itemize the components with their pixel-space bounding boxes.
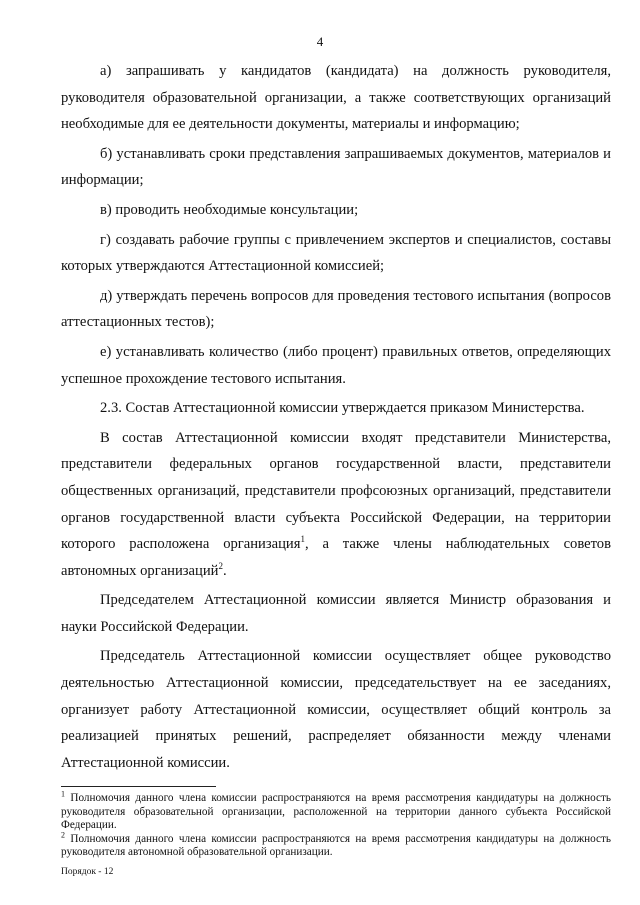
footnote-2-text: Полномочия данного члена комиссии распространяются на время рассмотрения кандидатуры на должность руководителя автономной образовательной организации. [61, 832, 612, 859]
paragraph-composition [61, 425, 611, 585]
footnote-2 [61, 830, 612, 860]
page-number: 4 [316, 34, 324, 49]
paragraph-item-f: е) устанавливать количество (либо процент) правильных ответов, определяющих успешное прохождение тестового испытания. [61, 343, 611, 387]
footnote-1 [61, 789, 612, 833]
composition-text-part2: , а также члены наблюдательных советов автономных организаций [61, 536, 611, 579]
paragraph-item-d: г) создавать рабочие группы с привлечением экспертов и специалистов, составы которых утверждаются Аттестационной комиссией; [61, 231, 611, 275]
paragraph-clause-2-3: 2.3. Состав Аттестационной комиссии утверждается приказом Министерства. [100, 400, 585, 417]
paragraph-chairman-duties: Председатель Аттестационной комиссии осуществляет общее руководство деятельностью Аттестационной комиссии, председательствует на ее заседаниях, организует работу Аттестационной комиссии, осуществляет общий контроль за реализацией принятых решений, распределяет обязанности между членами Аттестационной комиссии. [61, 648, 611, 771]
footnote-ref-2: 2 [218, 560, 223, 571]
paragraph-item-c: в) проводить необходимые консультации; [100, 201, 359, 218]
composition-text-part1: В состав Аттестационной комиссии входят представители Министерства, представители федеральных органов государственной власти, представители общественных организаций, представители профсоюзных организаций, представители органов государственной власти субъекта Российской Федерации, на территории которого расположена организация [61, 429, 611, 553]
footnotes [61, 789, 612, 860]
footnote-1-text: Полномочия данного члена комиссии распространяются на время рассмотрения кандидатуры на должность руководителя образовательной организации, расположенной на территории данного субъекта Российской Федерации. [61, 792, 612, 832]
footnote-ref-1: 1 [300, 534, 305, 545]
document-body [61, 58, 611, 776]
paragraph-item-e: д) утверждать перечень вопросов для проведения тестового испытания (вопросов аттестационных тестов); [61, 287, 611, 331]
paragraph-item-a: а) запрашивать у кандидатов (кандидата) на должность руководителя, руководителя образовательной организации, а также соответствующих организаций необходимые для ее деятельности документы, материалы и информацию; [61, 63, 611, 133]
footnote-mark-2: 2 [61, 830, 65, 840]
footnote-mark-1: 1 [61, 789, 65, 799]
footnote-separator [61, 786, 216, 787]
form-code: Порядок - 12 [61, 867, 114, 877]
paragraph-item-b: б) устанавливать сроки представления запрашиваемых документов, материалов и информации; [61, 145, 611, 189]
composition-text-part3: . [222, 562, 227, 579]
paragraph-chairman: Председателем Аттестационной комиссии является Министр образования и науки Российской Федерации. [61, 592, 611, 635]
